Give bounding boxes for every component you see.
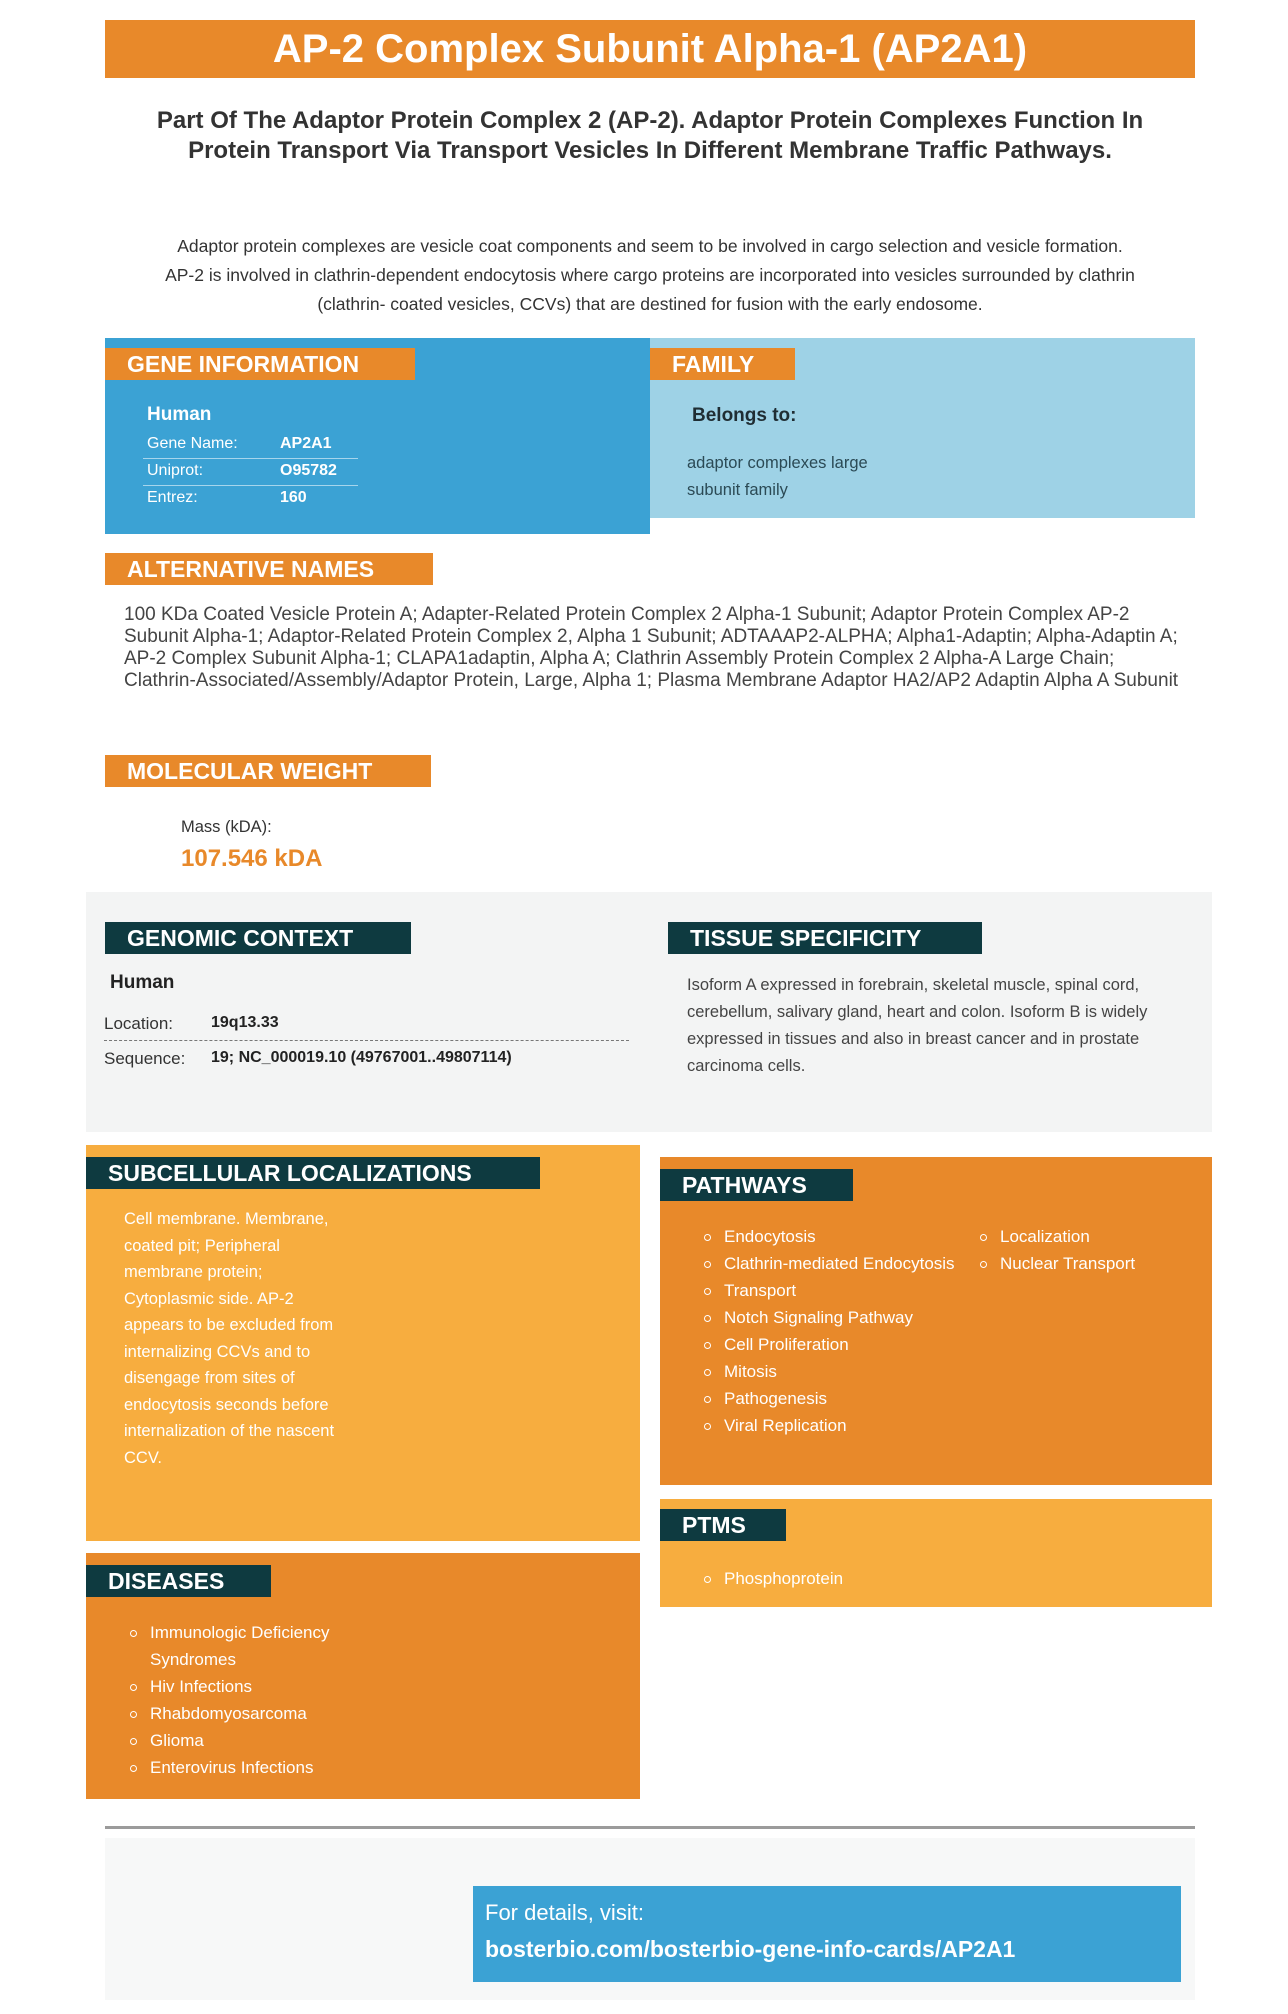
alternative-names-text: 100 KDa Coated Vesicle Protein A; Adapter-Related Protein Complex 2 Alpha-1 Subunit; Adaptor Protein Complex AP-2 Subunit Alpha-1; Adaptor-Related Protein Complex 2, Alpha 1 Subunit; ADTAAAP2-ALPHA; Alpha1-Adaptin; Alpha-Adaptin A; AP-2 Complex Subunit Alpha-1; CLAPA1adaptin, Alpha A; Clathrin Assembly Protein Complex 2 Alpha-A Large Chain; Clathrin-Associated/Assembly/Adaptor Protein, Large, Alpha 1; Plasma Membrane Adaptor HA2/AP2 Adaptin Alpha A Subunit bbox=[124, 604, 1179, 691]
page-subtitle: Part Of The Adaptor Protein Complex 2 (AP-2). Adaptor Protein Complexes Function In Protein Transport Via Transport Vesicles In Different Membrane Traffic Pathways. bbox=[156, 107, 1144, 164]
subcellular-text: Cell membrane. Membrane, coated pit; Peripheral membrane protein; Cytoplasmic side. AP-2 appears to be excluded from internalizing CCVs and to disengage from sites of endocytosis seconds before internalization of the nascent CCV. bbox=[124, 1210, 335, 1467]
gene-species: Human bbox=[147, 404, 212, 425]
subcellular-heading: SUBCELLULAR LOCALIZATIONS bbox=[86, 1157, 540, 1189]
bullet-icon bbox=[130, 1738, 137, 1745]
bullet-icon bbox=[704, 1396, 711, 1403]
pathways-heading: PATHWAYS bbox=[660, 1169, 853, 1201]
location-label: Location: bbox=[104, 1014, 173, 1033]
genomic-context-heading: GENOMIC CONTEXT bbox=[105, 922, 411, 954]
genomic-tissue-panel bbox=[86, 892, 1212, 1132]
genomic-species: Human bbox=[110, 972, 175, 993]
bullet-icon bbox=[130, 1765, 137, 1772]
pathway-item: Nuclear Transport bbox=[978, 1250, 1198, 1277]
diseases-list bbox=[128, 1619, 358, 1781]
bullet-icon bbox=[130, 1684, 137, 1691]
diseases-panel bbox=[86, 1553, 640, 1799]
details-link[interactable]: bosterbio.com/bosterbio-gene-info-cards/AP2A1 bbox=[485, 1936, 1016, 1962]
ptms-heading: PTMS bbox=[660, 1509, 786, 1541]
pathway-item: Notch Signaling Pathway bbox=[702, 1304, 962, 1331]
pathway-item: Transport bbox=[702, 1277, 962, 1304]
disease-item: Immunologic Deficiency Syndromes bbox=[128, 1619, 358, 1673]
bullet-icon bbox=[704, 1288, 711, 1295]
bullet-icon bbox=[130, 1711, 137, 1718]
pathways-panel bbox=[660, 1157, 1212, 1485]
molecular-weight-heading: MOLECULAR WEIGHT bbox=[105, 755, 431, 787]
ptms-list bbox=[702, 1565, 1002, 1592]
page-title: AP-2 Complex Subunit Alpha-1 (AP2A1) bbox=[105, 20, 1195, 78]
location-row bbox=[104, 1006, 629, 1041]
alternative-names-heading: ALTERNATIVE NAMES bbox=[105, 553, 433, 585]
entrez-value: 160 bbox=[280, 489, 307, 506]
disease-item: Hiv Infections bbox=[128, 1673, 358, 1700]
disease-item: Rhabdomyosarcoma bbox=[128, 1700, 358, 1727]
tissue-specificity-text: Isoform A expressed in forebrain, skeletal muscle, spinal cord, cerebellum, salivary gland, heart and colon. Isoform B is widely expressed in tissues and also in breast cancer and in prostate carcinoma cells. bbox=[687, 976, 1148, 1075]
family-line-2: subunit family bbox=[687, 481, 788, 499]
pathways-list-1 bbox=[702, 1223, 962, 1439]
gene-information-panel bbox=[105, 338, 650, 534]
ptm-item: Phosphoprotein bbox=[702, 1565, 1002, 1592]
bullet-icon bbox=[704, 1234, 711, 1241]
uniprot-value: O95782 bbox=[280, 462, 337, 479]
family-label: Belongs to: bbox=[692, 405, 797, 426]
disease-item: Glioma bbox=[128, 1727, 358, 1754]
ptms-panel bbox=[660, 1499, 1212, 1607]
details-callout bbox=[473, 1886, 1181, 1982]
bullet-icon bbox=[704, 1342, 711, 1349]
bullet-icon bbox=[130, 1630, 137, 1637]
diseases-heading: DISEASES bbox=[86, 1565, 271, 1597]
uniprot-row bbox=[143, 458, 358, 486]
sequence-value: 19; NC_000019.10 (49767001..49807114) bbox=[211, 1049, 512, 1066]
bullet-icon bbox=[704, 1261, 711, 1268]
bullet-icon bbox=[704, 1315, 711, 1322]
pathway-item: Cell Proliferation bbox=[702, 1331, 962, 1358]
gene-name-label: Gene Name: bbox=[147, 435, 238, 452]
sequence-row bbox=[104, 1041, 629, 1075]
pathway-item: Viral Replication bbox=[702, 1412, 962, 1439]
family-heading: FAMILY bbox=[650, 348, 795, 380]
pathway-item: Localization bbox=[978, 1223, 1198, 1250]
family-line-1: adaptor complexes large bbox=[687, 454, 868, 472]
bullet-icon bbox=[980, 1234, 987, 1241]
gene-name-row bbox=[143, 431, 358, 459]
footer-divider bbox=[105, 1826, 1195, 1829]
disease-item: Enterovirus Infections bbox=[128, 1754, 358, 1781]
uniprot-label: Uniprot: bbox=[147, 462, 204, 479]
entrez-row bbox=[143, 485, 358, 512]
pathway-item: Mitosis bbox=[702, 1358, 962, 1385]
family-panel bbox=[650, 338, 1195, 518]
bullet-icon bbox=[980, 1261, 987, 1268]
mass-label: Mass (kDA): bbox=[181, 818, 272, 836]
entrez-label: Entrez: bbox=[147, 489, 198, 506]
bullet-icon bbox=[704, 1576, 711, 1583]
details-label: For details, visit: bbox=[485, 1900, 644, 1925]
pathways-list-2 bbox=[978, 1223, 1198, 1277]
tissue-specificity-heading: TISSUE SPECIFICITY bbox=[668, 922, 982, 954]
intro-text: Adaptor protein complexes are vesicle coat components and seem to be involved in cargo selection and vesicle formation. AP-2 is involved in clathrin-dependent endocytosis where cargo proteins are incorporated into vesicles surrounded by clathrin (clathrin- coated vesicles, CCVs) that are destined for fusion with the early endosome. bbox=[165, 236, 1135, 314]
bullet-icon bbox=[704, 1423, 711, 1430]
bullet-icon bbox=[704, 1369, 711, 1376]
subcellular-panel bbox=[86, 1145, 640, 1541]
sequence-label: Sequence: bbox=[104, 1049, 186, 1068]
pathway-item: Clathrin-mediated Endocytosis bbox=[702, 1250, 962, 1277]
gene-name-value: AP2A1 bbox=[280, 435, 332, 452]
mass-value: 107.546 kDA bbox=[181, 845, 323, 872]
gene-information-heading: GENE INFORMATION bbox=[105, 348, 415, 380]
pathway-item: Endocytosis bbox=[702, 1223, 962, 1250]
location-value: 19q13.33 bbox=[211, 1014, 279, 1031]
pathway-item: Pathogenesis bbox=[702, 1385, 962, 1412]
